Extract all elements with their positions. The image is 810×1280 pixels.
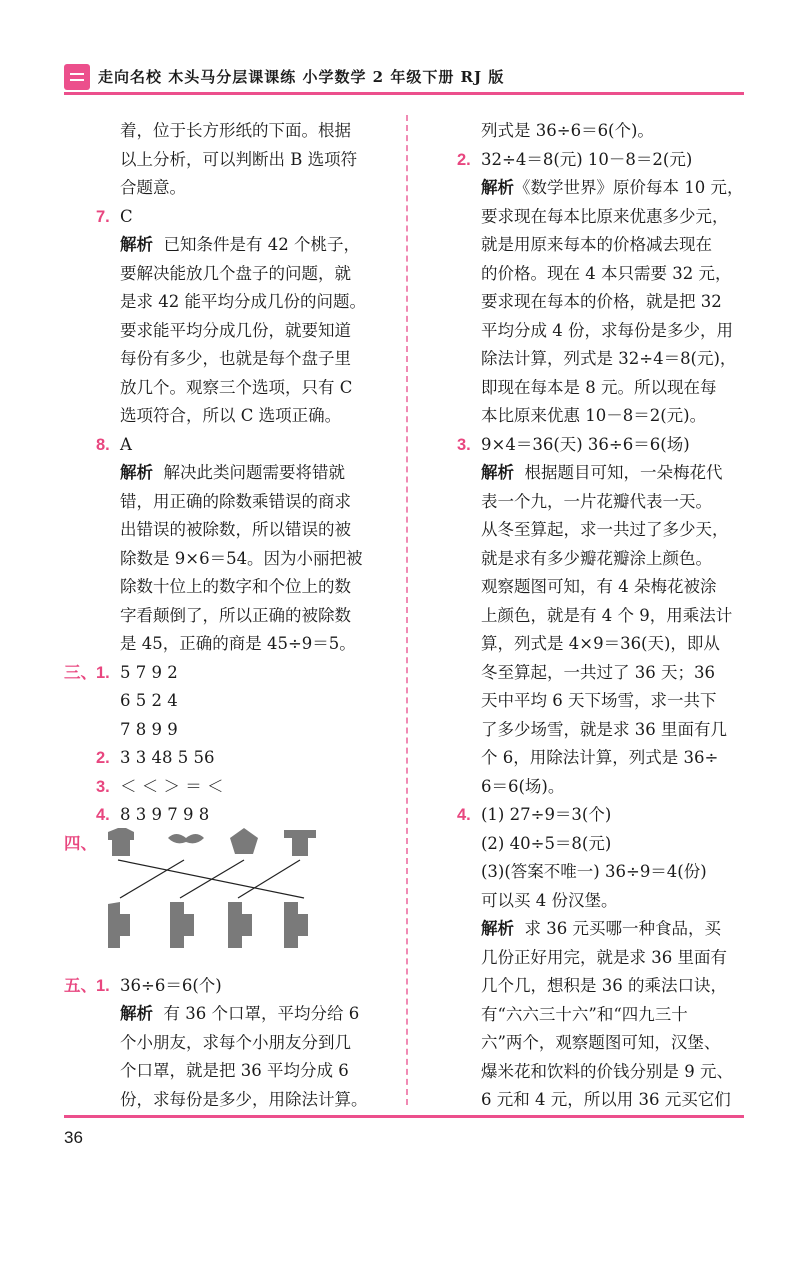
analysis-label: 解析: [120, 235, 153, 254]
text-line: 要求能平均分成几份，就要知道: [120, 320, 351, 340]
text-line: 出错误的被除数，所以错误的被: [120, 520, 351, 539]
text-line: 平均分成 4 份，求每份是多少，用: [481, 320, 733, 340]
answer-row: ＜ ＜ ＞ ＝ ＜: [120, 776, 224, 796]
butterfly-shape-top: [168, 834, 204, 843]
analysis-label: 解析: [120, 1004, 153, 1023]
text-line: 了多少场雪，就是求 36 里面有几: [481, 719, 727, 739]
text-line: 算，列式是 4×9＝36(天)，即从: [481, 634, 720, 653]
answer-row: 6 5 2 4: [120, 691, 178, 710]
text-line: 六”两个，观察题图可知，汉堡、: [481, 1033, 721, 1052]
question-number: 4.: [457, 806, 471, 824]
header-rule: [64, 92, 744, 95]
text-line: 个 6，用除法计算，列式是 36÷: [481, 748, 719, 767]
text-line: 就是用原来每本的价格减去现在: [481, 235, 712, 254]
question-7-answer: [64, 203, 394, 232]
answer-row: 5 7 9 2: [120, 662, 178, 682]
shirt-half-bottom: [108, 902, 130, 948]
match-line: [180, 860, 244, 898]
text-line: 要求现在每本比原来优惠多少元，: [481, 206, 729, 226]
text-line: 从冬至算起，求一共过了多少天，: [481, 520, 729, 539]
right-column: [455, 117, 747, 1115]
analysis-text: 《数学世界》原价每本 10 元，: [514, 178, 744, 197]
text-line: 6 元和 4 元，所以用 36 元买它们: [481, 1090, 731, 1109]
answer-row: 7 8 9 9: [120, 719, 178, 739]
question-2-answer: [455, 146, 747, 175]
book-icon: [64, 64, 90, 90]
answer-row: 8 3 9 7 9 8: [120, 805, 210, 824]
question-8-answer: [64, 431, 394, 460]
section-label: 四、: [64, 834, 97, 853]
text-line: [64, 1000, 394, 1029]
header-title: 走向名校 木头马分层课课练 小学数学 2 年级下册 RJ 版: [98, 68, 505, 86]
text-line: 观察题图可知，有 4 朵梅花被涂: [481, 577, 717, 596]
text-line: 每份有多少，也就是每个盘子里: [120, 349, 351, 368]
text-line: 几个几，想积是 36 的乘法口诀，: [481, 976, 727, 995]
text-line: 个小朋友，求每个小朋友分到几: [120, 1032, 351, 1052]
text-line: 就是求有多少瓣花瓣涂上颜色。: [481, 548, 712, 568]
analysis-label: 解析: [481, 919, 514, 938]
analysis-text: 已知条件是有 42 个桃子，: [163, 235, 360, 254]
section-3-item-2: [64, 744, 394, 773]
text-line: 本比原来优惠 10－8＝2(元)。: [481, 406, 707, 425]
shirt-shape-top: [108, 828, 134, 856]
text-line: 错，用正确的除数乘错误的商求: [120, 491, 351, 511]
text-line: 除数十位上的数字和个位上的数: [120, 577, 351, 596]
answer-row: 3 3 48 5 56: [120, 748, 215, 767]
analysis-text: 根据题目可知，一朵梅花代: [524, 463, 723, 482]
analysis-text: 解决此类问题需要将错就: [163, 463, 345, 482]
text-line: 合题意。: [120, 178, 186, 197]
text-line: [64, 231, 394, 260]
section-label: 三、: [64, 663, 97, 682]
question-number: 3.: [457, 435, 471, 454]
text-line: 爆米花和饮料的价钱分别是 9 元、: [481, 1061, 733, 1081]
answer-text: 36÷6＝6(个): [120, 975, 222, 995]
answer-text: 32÷4＝8(元) 10－8＝2(元): [481, 149, 693, 169]
tshirt-shape-top: [284, 830, 316, 856]
matching-diagram: [104, 826, 318, 950]
left-column: [64, 117, 394, 1114]
pentagon-shape-top: [230, 828, 258, 854]
question-3-answer: [455, 431, 747, 460]
text-line: 是求 42 能平均分成几份的问题。: [120, 292, 366, 311]
answer-text: (1) 27÷9＝3(个): [481, 805, 612, 824]
text-line: 以上分析，可以判断出 B 选项符: [120, 149, 358, 169]
text-line: 6＝6(场)。: [481, 776, 565, 796]
text-line: 除数是 9×6＝54。因为小丽把被: [120, 548, 363, 568]
text-line: 有“六六三十六”和“四九三十: [481, 1004, 688, 1024]
footer-rule: [64, 1115, 744, 1118]
text-line: 着，位于长方形纸的下面。根据: [120, 121, 351, 140]
text-line: [455, 915, 747, 944]
answer-text: C: [120, 206, 133, 226]
section-5-item-1: [64, 972, 394, 1001]
analysis-text: 求 36 元买哪一种食品，买: [524, 919, 721, 938]
text-line: 冬至算起，一共过了 36 天；36: [481, 662, 715, 682]
tshirt-half-bottom: [284, 902, 308, 948]
question-number: 7.: [96, 207, 110, 226]
text-line: [455, 174, 747, 203]
section-3-item-3: [64, 773, 394, 802]
butterfly-half-bottom: [170, 902, 194, 948]
text-line: 上颜色，就是有 4 个 9，用乘法计: [481, 605, 733, 625]
question-number: 8.: [96, 435, 110, 454]
question-4-part-3-cont: 可以买 4 份汉堡。: [481, 890, 618, 910]
text-line: 表一个九，一片花瓣代表一天。: [481, 491, 712, 511]
item-number: 1.: [96, 976, 110, 995]
text-line: 要求现在每本的价格，就是把 32: [481, 292, 722, 311]
section-3-item-1: [64, 659, 394, 688]
item-number: 1.: [96, 663, 110, 682]
analysis-label: 解析: [481, 463, 514, 482]
pentagon-half-bottom: [228, 902, 252, 948]
text-line: 天中平均 6 天下场雪，求一共下: [481, 691, 717, 710]
text-line: 选项符合，所以 C 选项正确。: [120, 406, 342, 425]
text-line: 列式是 36÷6＝6(个)。: [481, 121, 654, 140]
page-header: [64, 60, 744, 94]
item-number: 2.: [96, 749, 110, 767]
text-line: 几份正好用完，就是求 36 里面有: [481, 947, 727, 967]
section-label: 五、: [64, 976, 97, 995]
text-line: [455, 459, 747, 488]
text-line: 字看颠倒了，所以正确的被除数: [120, 605, 351, 625]
text-line: 是 45，正确的商是 45÷9＝5。: [120, 634, 356, 653]
text-line: 的价格。现在 4 本只需要 32 元，: [481, 263, 732, 283]
analysis-label: 解析: [120, 463, 153, 482]
match-line: [120, 860, 184, 898]
column-divider: [406, 115, 408, 1105]
item-number: 3.: [96, 777, 110, 796]
analysis-text: 有 36 个口罩，平均分给 6: [163, 1004, 360, 1023]
analysis-label: 解析: [481, 178, 514, 197]
question-4-part-2: (2) 40÷5＝8(元): [481, 833, 612, 853]
text-line: 个口罩，就是把 36 平均分成 6: [120, 1061, 349, 1080]
item-number: 4.: [96, 806, 110, 824]
text-line: 要解决能放几个盘子的问题，就: [120, 263, 351, 283]
question-4-part-1: [455, 801, 747, 830]
page-number: 36: [64, 1128, 83, 1147]
match-line: [238, 860, 300, 898]
answer-text: A: [120, 434, 132, 454]
text-line: 即现在每本是 8 元。所以现在每: [481, 377, 717, 397]
text-line: 除法计算，列式是 32÷4＝8(元)，: [481, 349, 737, 368]
question-number: 2.: [457, 150, 471, 169]
question-4-part-3: (3)(答案不唯一) 36÷9＝4(份): [481, 862, 707, 881]
text-line: 份，求每份是多少，用除法计算。: [120, 1089, 368, 1109]
answer-text: 9×4＝36(天) 36÷6＝6(场): [481, 434, 690, 454]
text-line: [64, 459, 394, 488]
text-line: 放几个。观察三个选项，只有 C: [120, 377, 353, 397]
